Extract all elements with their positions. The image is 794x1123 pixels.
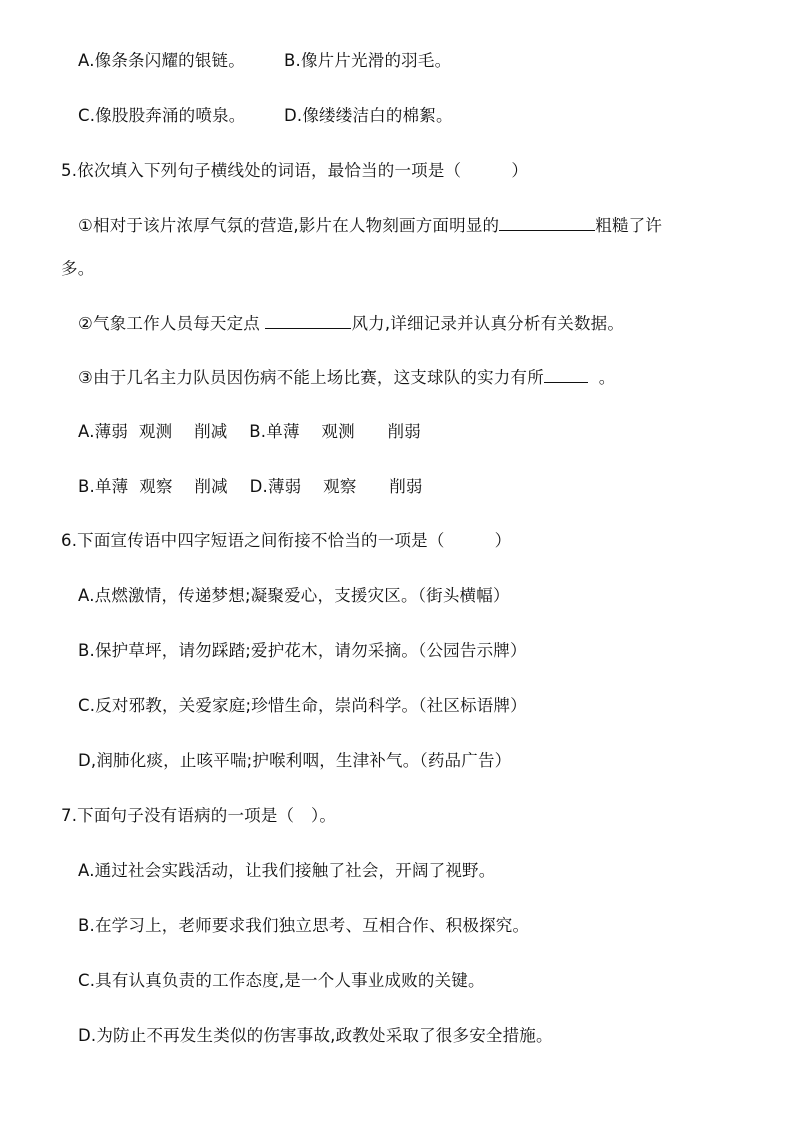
q6-option-b: B.保护草坪，请勿踩踏;爱护花木，请勿采摘。（公园告示牌） bbox=[78, 641, 527, 660]
q5-blank-2 bbox=[265, 312, 351, 329]
q5-sentence-2-before: ②气象工作人员每天定点 bbox=[78, 314, 266, 333]
q4-option-d: D.像缕缕洁白的棉絮。 bbox=[284, 106, 453, 125]
q4-option-b: B.像片片光滑的羽毛。 bbox=[284, 51, 452, 70]
q5-sentence-2 bbox=[78, 312, 624, 335]
q6-stem: 6.下面宣传语中四字短语之间衔接不恰当的一项是（ ） bbox=[61, 531, 512, 550]
q5-sentence-1-before: ①相对于该片浓厚气氛的营造,影片在人物刻画方面明显的 bbox=[78, 216, 500, 235]
q7-option-b: B.在学习上，老师要求我们独立思考、互相合作、积极探究。 bbox=[78, 916, 530, 935]
q7-option-d: D.为防止不再发生类似的伤害事故,政教处采取了很多安全措施。 bbox=[78, 1026, 553, 1045]
q5-sentence-3-before: ③由于几名主力队员因伤病不能上场比赛，这支球队的实力有所 bbox=[78, 368, 544, 387]
q5-blank-3 bbox=[544, 366, 588, 383]
q5-options-line-2: B.单薄 观察 削减 D.薄弱 观察 削弱 bbox=[78, 477, 423, 496]
q5-sentence-1-continued: 多。 bbox=[61, 259, 95, 278]
q5-blank-1 bbox=[499, 214, 595, 231]
q6-option-c: C.反对邪教，关爱家庭;珍惜生命，崇尚科学。（社区标语牌） bbox=[78, 696, 527, 715]
q7-option-c: C.具有认真负责的工作态度,是一个人事业成败的关键。 bbox=[78, 971, 485, 990]
q7-stem: 7.下面句子没有语病的一项是（ ）。 bbox=[61, 806, 337, 825]
q4-option-a: A.像条条闪耀的银链。 bbox=[78, 51, 245, 70]
q5-stem: 5.依次填入下列句子横线处的词语，最恰当的一项是（ ） bbox=[61, 161, 529, 180]
q5-sentence-3-after: 。 bbox=[587, 368, 616, 387]
q5-sentence-1 bbox=[78, 214, 662, 237]
q7-option-a: A.通过社会实践活动，让我们接触了社会，开阔了视野。 bbox=[78, 861, 496, 880]
q5-options-line-1: A.薄弱 观测 削减 B.单薄 观测 削弱 bbox=[78, 422, 421, 441]
q6-option-a: A.点燃激情，传递梦想;凝聚爱心，支援灾区。（街头横幅） bbox=[78, 586, 510, 605]
q6-option-d: D,润肺化痰，止咳平喘;护喉利咽，生津补气。（药品广告） bbox=[78, 751, 512, 770]
q5-sentence-1-after: 粗糙了许 bbox=[595, 216, 663, 235]
q5-sentence-2-after: 风力,详细记录并认真分析有关数据。 bbox=[351, 314, 625, 333]
q5-sentence-3 bbox=[78, 366, 616, 389]
q4-option-c: C.像股股奔涌的喷泉。 bbox=[78, 106, 246, 125]
